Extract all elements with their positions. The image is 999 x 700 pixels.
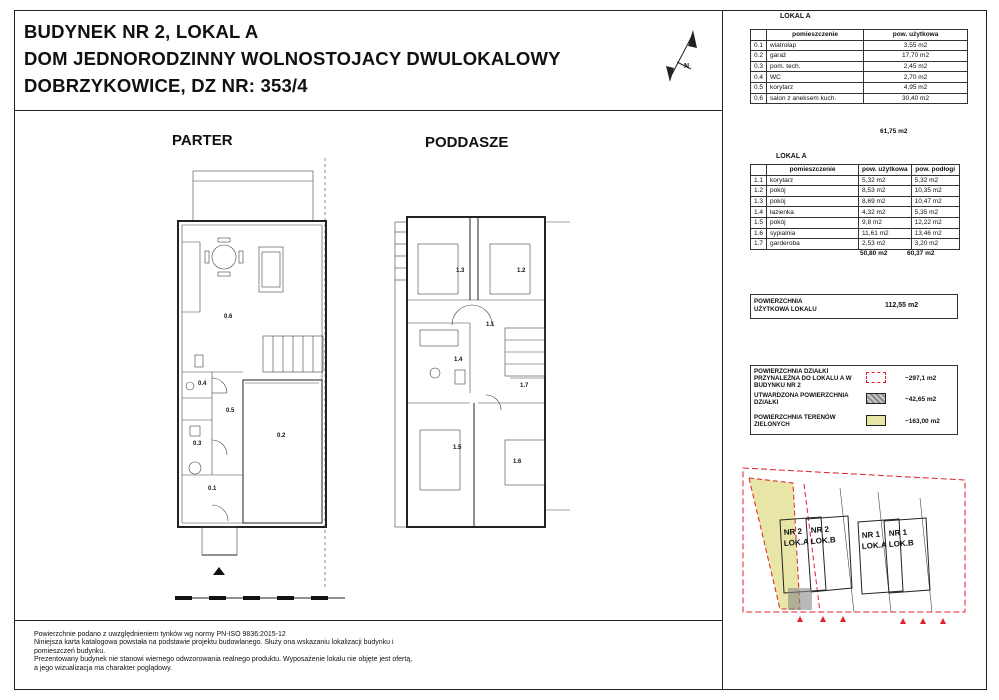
table-cell: pokój (767, 196, 859, 207)
legend-3-value: ~163,00 m2 (905, 418, 940, 425)
room-label: 0.4 (198, 381, 207, 387)
site-label-b2a-1: NR 2 (783, 526, 803, 537)
table-cell: 1.4 (751, 207, 767, 218)
table-cell: 0.5 (751, 82, 767, 93)
table2-header: pomieszczenie (767, 165, 859, 176)
note-line: Powierzchnie podano z uwzględnieniem tynków wg normy PN-ISO 9836:2015-12 (34, 631, 286, 638)
legend-2-value: ~42,65 m2 (905, 396, 937, 403)
room-label: 0.5 (226, 408, 235, 414)
usable-area-value: 112,55 m2 (885, 302, 919, 309)
table-cell: 8,69 m2 (859, 196, 912, 207)
table2-header: pow. podłogi (911, 165, 959, 176)
table-cell: 4,95 m2 (864, 82, 968, 93)
room-label: 0.2 (277, 433, 286, 439)
table1 (750, 29, 968, 104)
note-line: Prezentowany budynek nie stanowi wiernego odwzorowania realnego produktu. Wyposażenie lokalu nie objęte jest ofertą, (34, 656, 413, 664)
table-cell: 4,32 m2 (859, 207, 912, 218)
table-cell: 3,20 m2 (911, 239, 959, 250)
table-cell: garaż (767, 51, 864, 62)
room-label: 1.1 (486, 322, 495, 328)
table-cell: pom. tech. (767, 61, 864, 72)
legend-3-line-2: ZIELONYCH (754, 421, 790, 428)
site-plan (743, 468, 965, 624)
table-cell: 10,35 m2 (911, 186, 959, 197)
table-cell: 1.1 (751, 175, 767, 186)
usable-area-label-2: UŻYTKOWA LOKALU (754, 306, 817, 313)
table-cell: sypialnia (767, 228, 859, 239)
table-cell: 17,70 m2 (864, 51, 968, 62)
parter-plan (178, 158, 326, 590)
table-cell: 1.3 (751, 196, 767, 207)
table-cell: pokój (767, 186, 859, 197)
site-label-b2b-1: NR 2 (810, 524, 830, 535)
table-cell: pokój (767, 217, 859, 228)
table-cell: 0.3 (751, 61, 767, 72)
table2 (750, 164, 960, 250)
table-cell: salon z aneksem kuch. (767, 93, 864, 104)
table-cell: korytarz (767, 175, 859, 186)
title-line-3: DOBRZYKOWICE, DZ NR: 353/4 (24, 75, 308, 96)
table-cell: 5,35 m2 (911, 207, 959, 218)
table2-header: pow. użytkowa (859, 165, 912, 176)
table-cell: 2,45 m2 (864, 61, 968, 72)
legend-2-line-1: UTWARDZONA POWIERZCHNIA (754, 392, 849, 399)
table-cell: 2,70 m2 (864, 72, 968, 83)
compass-label: N (684, 63, 690, 70)
table-cell: 30,40 m2 (864, 93, 968, 104)
title-line-1: BUDYNEK NR 2, LOKAL A (24, 21, 259, 42)
table-cell: 10,47 m2 (911, 196, 959, 207)
table-cell: 1.6 (751, 228, 767, 239)
legend-3-line-1: POWIERZCHNIA TERENÓW (754, 414, 836, 421)
legend-1-line-1: POWIERZCHNIA DZIAŁKI (754, 368, 829, 375)
title-line-2: DOM JEDNORODZINNY WOLNOSTOJACY DWULOKALOWY (24, 48, 561, 69)
scale-bar (175, 596, 345, 600)
table1-total: 61,75 m2 (880, 128, 908, 135)
table-cell: korytarz (767, 82, 864, 93)
legend-box (750, 365, 958, 435)
room-label: 1.5 (453, 445, 462, 451)
usable-area-box (750, 294, 958, 319)
table1-header: pomieszczenie (767, 30, 864, 41)
table-cell: 3,55 m2 (864, 40, 968, 51)
room-label: 1.7 (520, 383, 529, 389)
floor-label-parter: PARTER (172, 132, 233, 149)
room-label: 0.1 (208, 486, 217, 492)
table-cell: 0.2 (751, 51, 767, 62)
table-cell: 0.1 (751, 40, 767, 51)
table-cell: 1.2 (751, 186, 767, 197)
legend-1-line-2: PRZYNALEŻNA DO LOKALU A W (754, 375, 852, 382)
site-label-b1a-2: LOK.A (861, 540, 887, 551)
table-cell: 0.6 (751, 93, 767, 104)
table-cell: wiatrołap (767, 40, 864, 51)
legend-swatch-plot (866, 372, 886, 383)
note-line: a jego wizualizacja ma charakter poglądowy. (34, 664, 172, 672)
table-cell: 8,53 m2 (859, 186, 912, 197)
table2-total-usable: 50,80 m2 (860, 250, 888, 257)
table-cell: 13,46 m2 (911, 228, 959, 239)
table-cell: garderoba (767, 239, 859, 250)
site-label-b1a-1: NR 1 (861, 529, 881, 540)
legend-1-line-3: BUDYNKU NR 2 (754, 382, 801, 389)
legend-swatch-hard (866, 393, 886, 404)
table-cell: 9,8 m2 (859, 217, 912, 228)
note-line: Niniejsza karta katalogowa powstała na podstawie projektu budowlanego. Służy ona wskazaniu lokalizacji budynku i (34, 639, 394, 647)
legend-1-value: ~297,1 m2 (905, 375, 937, 382)
room-label: 1.2 (517, 268, 526, 274)
site-label-b1b-2: LOK.B (888, 538, 914, 549)
table-cell: 5,32 m2 (859, 175, 912, 186)
table-cell: 1.5 (751, 217, 767, 228)
table-cell: 1.7 (751, 239, 767, 250)
table-cell: łazienka (767, 207, 859, 218)
table2-title: LOKAL A (776, 153, 807, 160)
room-label: 0.6 (224, 314, 233, 320)
room-label: 1.4 (454, 357, 463, 363)
site-label-b2b-2: LOK.B (810, 535, 836, 546)
table1-header: pow. użytkowa (864, 30, 968, 41)
room-label: 0.3 (193, 441, 202, 447)
room-label: 1.3 (456, 268, 465, 274)
notes (34, 631, 494, 673)
table-cell: WC (767, 72, 864, 83)
table-cell: 2,53 m2 (859, 239, 912, 250)
floor-label-poddasze: PODDASZE (425, 134, 509, 151)
table1-title: LOKAL A (780, 13, 811, 20)
table-cell: 5,32 m2 (911, 175, 959, 186)
compass-icon (666, 30, 697, 82)
site-label-b2a-2: LOK.A (783, 537, 809, 548)
site-label-b1b-1: NR 1 (888, 527, 908, 538)
room-label: 1.6 (513, 459, 522, 465)
legend-swatch-green (866, 415, 886, 426)
table-cell: 0.4 (751, 72, 767, 83)
table2-total-floor: 60,37 m2 (907, 250, 935, 257)
legend-2-line-2: DZIAŁKI (754, 399, 779, 406)
poddasze-plan (395, 217, 570, 527)
table-cell: 11,61 m2 (859, 228, 912, 239)
table-cell: 12,22 m2 (911, 217, 959, 228)
note-line: pomieszczeń budynku. (34, 647, 106, 655)
usable-area-label-1: POWIERZCHNIA (754, 298, 803, 305)
